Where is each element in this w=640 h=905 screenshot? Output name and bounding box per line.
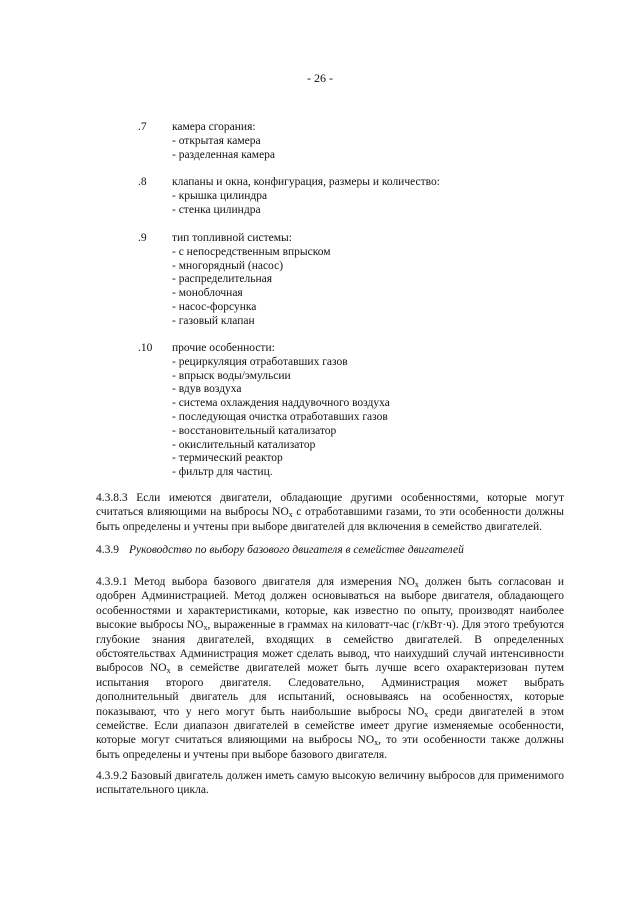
list-item: - термический реактор [172,452,283,465]
section-number: .7 [138,121,147,133]
list-item: - газовый клапан [172,314,255,327]
paragraph-number: 4.3.9.1 [96,576,128,588]
paragraph-text: в семействе двигателей может быть лучше всего охарактеризован путем испытания второго двигателя. Следовательно, Администрация может выбрать дополнительный двигатель для испытаний, основываясь на особенностях, которые показывают, что у него могут быть наибольшие выбросы NO [96,662,564,718]
paragraph-4-3-9-1 [96,575,564,762]
list-item: - последующая очистка отработавших газов [172,410,388,423]
subscript: x [424,709,429,719]
subscript: x [203,623,208,633]
section-title: камера сгорания: [172,121,256,133]
list-item: - открытая камера [172,134,261,147]
paragraph-text: , выраженные в граммах на киловатт-час (г/кВт·ч). Для этого требуются глубокие знания двигателей, входящих в семейство двигателей. В определенных обстоятельствах Администрация может сделать вывод, что наихудший случай интенсивности выбросов NO [96,619,564,675]
paragraph-text: среди двигателей в этом семействе. Если диапазон двигателей в семействе имеет другие изменяемые особенности, которые могут считаться влияющими на выбросы NO [96,705,564,747]
paragraph-number: 4.3.8.3 [96,492,128,504]
section-title: клапаны и окна, конфигурация, размеры и количество: [172,176,440,188]
list-item: - стенка цилиндра [172,203,261,216]
list-item: - вдув воздуха [172,383,242,396]
list-item: - моноблочная [172,287,243,300]
paragraph-text: должен быть согласован и одобрен Администрацией. Метод должен основываться на выборе двигателя, обладающего особенностями и характеристиками, которые, как известно по опыту, производят наиболее высокие выбросы NO [96,576,565,632]
list-item: - насос-форсунка [172,300,257,313]
list-item: - распределительная [172,273,273,286]
list-item: - впрыск воды/эмульсии [172,369,291,382]
section-title: Руководство по выбору базового двигателя в семействе двигателей [129,544,464,556]
list-section-10 [138,342,390,480]
paragraph-text: Если имеются двигатели, обладающие другими особенностями, которые могут считаться влияющими на выбросы NO [96,492,564,519]
section-title: тип топливной системы: [172,232,292,244]
paragraph-text: с отработавшими газами, то эти особенности должны быть определены и учтены при выборе двигателей для включения в семейство двигателей. [96,506,564,533]
list-section-8 [138,176,440,217]
subscript: x [288,510,293,520]
section-number: .9 [138,232,147,244]
paragraph-number: 4.3.9.2 [96,770,128,782]
list-item: - крышка цилиндра [172,189,268,202]
paragraph-4-3-9-2 [96,769,564,798]
section-title: прочие особенности: [172,342,275,354]
list-item: - с непосредственным впрыском [172,245,331,258]
list-item: - восстановительный катализатор [172,424,337,437]
list-item: - разделенная камера [172,148,276,161]
list-item: - окислительный катализатор [172,438,316,451]
page-number: - 26 - [307,71,333,85]
paragraph-text: , то эти особенности также должны быть определены и учтены при выборе базового двигателя. [96,734,564,761]
subscript: x [166,666,171,676]
list-item: - фильтр для частиц. [172,466,273,479]
subscript: x [374,738,379,748]
section-number: .8 [138,176,147,188]
section-number: 4.3.9 [96,544,119,556]
section-number: .10 [138,342,153,354]
paragraph-text: Метод выбора базового двигателя для измерения NO [134,576,415,588]
list-item: - система охлаждения наддувочного воздуха [172,397,390,410]
list-item: - многорядный (насос) [172,259,284,272]
paragraph-4-3-8-3 [96,491,564,534]
list-section-7 [138,121,275,162]
subscript: x [414,580,419,589]
paragraph-text: Базовый двигатель должен иметь самую высокую величину выбросов для применимого испытательного цикла. [96,770,564,797]
section-heading-4-3-9 [96,544,464,556]
list-section-9 [138,232,331,329]
list-item: - рециркуляция отработавших газов [172,355,348,368]
